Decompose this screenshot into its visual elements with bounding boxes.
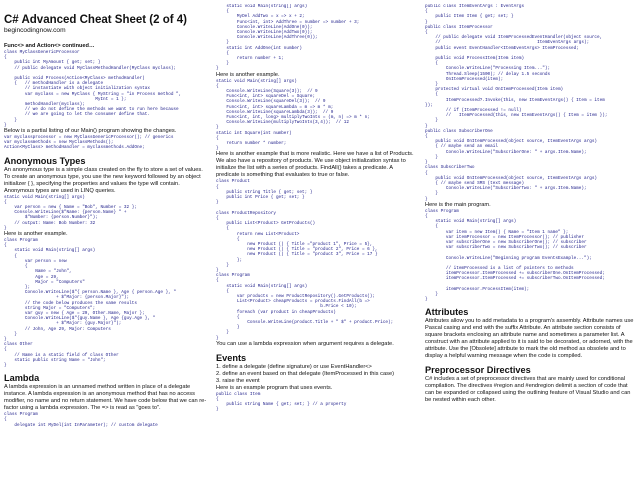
section-heading: Preprocessor Directives — [425, 365, 531, 376]
code-block: static void Main(string[] args) { MyDel AddTwo = x => x + 2; Func<int, int> AddThree = number => number + 3; Console.WriteLine(AddOne(0)); Console.WriteLine(AddTwo(0)); Console.WriteLine(AddThree(0)); } static int AddOne(int number) { return number + 1; } } — [216, 4, 360, 72]
code-block: class MyClassGenericProcessor { public int MyAmount { get; set; } // public delegate void MyClassMethodHandler(MyClass myclass); public void Process(Action<MyClass> methodHandler) { // methodHandler is a delegate // instantiate with object initialization syntax var myclass = new MyClass { MyString = "in Process method ", MyInt = 1 }; methodHandler(myclass); // we do not define the methods we want to run here because // we are going to let the consumer define that. } } — [4, 50, 182, 128]
code-block: public class Item { public string Name { get; set; } // a property } — [216, 391, 347, 413]
section-heading: Events — [216, 352, 247, 363]
code-block: class Program { static void Main(string[] args) { var person = new { Name = "John", Age = 29, Major = "Computers" }; Console.WriteLine($"{ person.Name }, Age { person.Age }, " + $"Major: {person.Major}"); // the code below produces the same results string Major = "Computers"; var guy = new { Age = 29, Other.Name, Major }; Console.WriteLine($"{guy.Name }, Age {guy.Age }, " + $"Major: {guy.Major}"); // John, Age 29, Major: Computers } } class Other { // Name is a static field of class Other static public string Name = "John"; } — [4, 238, 177, 368]
paragraph: An anonymous type is a simple class created on the fly to store a set of values. To create an anonymous type, you use the new keyword followed by an object initializer { }, specifying the properties and values the type will contain. Anonymous types are used in LINQ queries. — [4, 166, 203, 194]
paragraph: C# includes a set of preprocessor directives that are mainly used for conditional compilation. The directives #region and #endregion delimit a section of code that can be expanded or collapsed using the outlining feature of Visual Studio and can be nested within each other. — [425, 376, 631, 404]
code-block: static void Main(string[] args) { var person = new { Name = "Bob", Number = 32 }; Console.WriteLine($"Name: {person.Name} " + $"Number: {person.Number}"); // output: Name: Bob Number: 32 } — [4, 194, 137, 231]
column-2 — [216, 4, 416, 492]
code-block: class Program { delegate int MyDel(int InParameter); // custom delegate — [4, 412, 158, 428]
column-1 — [4, 4, 208, 492]
paragraph: Here is the main program. — [425, 201, 491, 208]
paragraph: A lambda expression is an unnamed method written in place of a delegate instance. A lambda expression is an anonymous method that has no access modifier, no name and no return statement. We have code below that we can re-factor using a lambda expression. The => is read as "goes to". — [4, 384, 207, 412]
site-name: begincodingnow.com — [4, 27, 66, 34]
paragraph: You can use a lambda expression when argument requires a delegate. — [216, 340, 394, 347]
paragraph: Here is another example that is more realistic. Here we have a list of Products. We also have a repository of products. We use object initialization syntax to initialize the list with a series of products. FindAll() takes a predicate. A predicate is something that evaluates to true or false. — [216, 151, 414, 179]
paragraph: 1. define a delegate (define signature) or use EventHandler<> 2. define an event based on that delegate (ItemProcessed in this case) 3. raise the event Here is an example program that uses events. — [216, 363, 395, 391]
code-block: var myclassprocessor = new MyClassGenericProcessor(); // generics var myclassmethods = new MyClassMethods(); Action<MyClass> methodHandler = myclassmethods.AddOne; — [4, 135, 174, 151]
code-block: class Product { public string Title { get; set; } public int Price { get; set; } } class ProductRepository { public List<Product> GetProducts() { return new List<Product> { new Product () { Title ="product 1", Price = 5}, new Product () { Title = "product 2", Price = 6 }, new Product () { Title = "product 3", Price = 17 } }; } } class Program { static void Main(string[] args) { var products = new ProductRepository().GetProducts(); List<Product> cheapProducts = products.FindAll(b => b.Price < 10); foreach (var product in cheapProducts) { Console.WriteLine(product.Title + " $" + product.Price); } } } — [216, 179, 394, 341]
section-heading: Anonymous Types — [4, 155, 86, 166]
paragraph: Below is a partial listing of our Main() program showing the changes. — [4, 128, 177, 135]
subheading: Func<> and Action<> continued… — [4, 43, 95, 49]
section-heading: Attributes — [425, 307, 469, 318]
code-block: class Program { static void Main(string[] args) { var item = new Item() { Name = "Item 1 name" }; var itemProcessor = new ItemProcessor(); // publisher var subscriberOne = new SubscriberOne(); // subscriber var subscriberTwo = new SubscriberTwo(); // subscriber Console.WriteLine("Beginning program EventsExample..."); // itemProcessed is a list of pointers to methods itemProcessor.ItemProcessed += subscriberOne.OnItemProcessed; itemProcessor.ItemProcessed += subscriberTwo.OnItemProcessed; itemProcessor.ProcessItem(item); } } — [425, 208, 605, 303]
paragraph: Here is another example. — [4, 231, 68, 238]
code-block: static void Main(string[] args) { Console.WriteLine(Square(3)); // 9 Func<int, int> squareDel = Square; Console.WriteLine(squareDel(3)); // 9 Func<int, int> squareLambda = m => m * m; Console.WriteLine(squareLambda(3)); // 9 Func<int, int, long> multiplyTwoInts = (m, n) => m * n; Console.WriteLine(multiplyTwoInts(3,4)); // 12 } static int Square(int number) { return number * number; } — [216, 78, 370, 152]
paragraph: Attributes allow you to add metadata to a program's assembly. Attribute names use Pascal casing and end with the suffix Attribute. An attribute section consists of square brackets enclosing an attribute name and sometimes a parameter list. A construct with an attribute applied to it is said to be decorated, or adorned, with the attribute. Use the [Obsolete] attribute to mark the old method as obsolete and to display a helpful warning message when the code is compiled. — [425, 318, 634, 360]
code-block: public class ItemEventArgs : EventArgs { public Item Item { get; set; } } public class ItemProcessor { // public delegate void ItemProcessedEventHandler(object source, // ItemEventArgs args); public event EventHandler<ItemEventArgs> ItemProcessed; public void ProcessItem(Item item) { Console.WriteLine("Processing Item..."); Thread.Sleep(1500); // delay 1.5 seconds OnItemProcessed(item); } protected virtual void OnItemProcessed(Item item) { ItemProcessed?.Invoke(this, new ItemEventArgs() { Item = item }); // if (ItemProcessed != null) // ItemProcessed(this, new ItemEventArgs() { Item = item }); } } public class SubscriberOne { public void OnItemProcessed(object source, ItemEventArgs args) { // maybe send an email Console.WriteLine("SubscriberOne: " + args.Item.Name); } } class SubscriberTwo { public void OnItemProcessed(object source, ItemEventArgs args) { // maybe send SMS (text message) Console.WriteLine("SubscriberTwo: " + args.Item.Name); } } — [425, 4, 608, 202]
page-title: C# Advanced Cheat Sheet (2 of 4) — [4, 14, 187, 26]
paragraph: Here is another example. — [216, 71, 280, 78]
section-heading: Lambda — [4, 373, 40, 384]
column-3 — [425, 4, 634, 492]
